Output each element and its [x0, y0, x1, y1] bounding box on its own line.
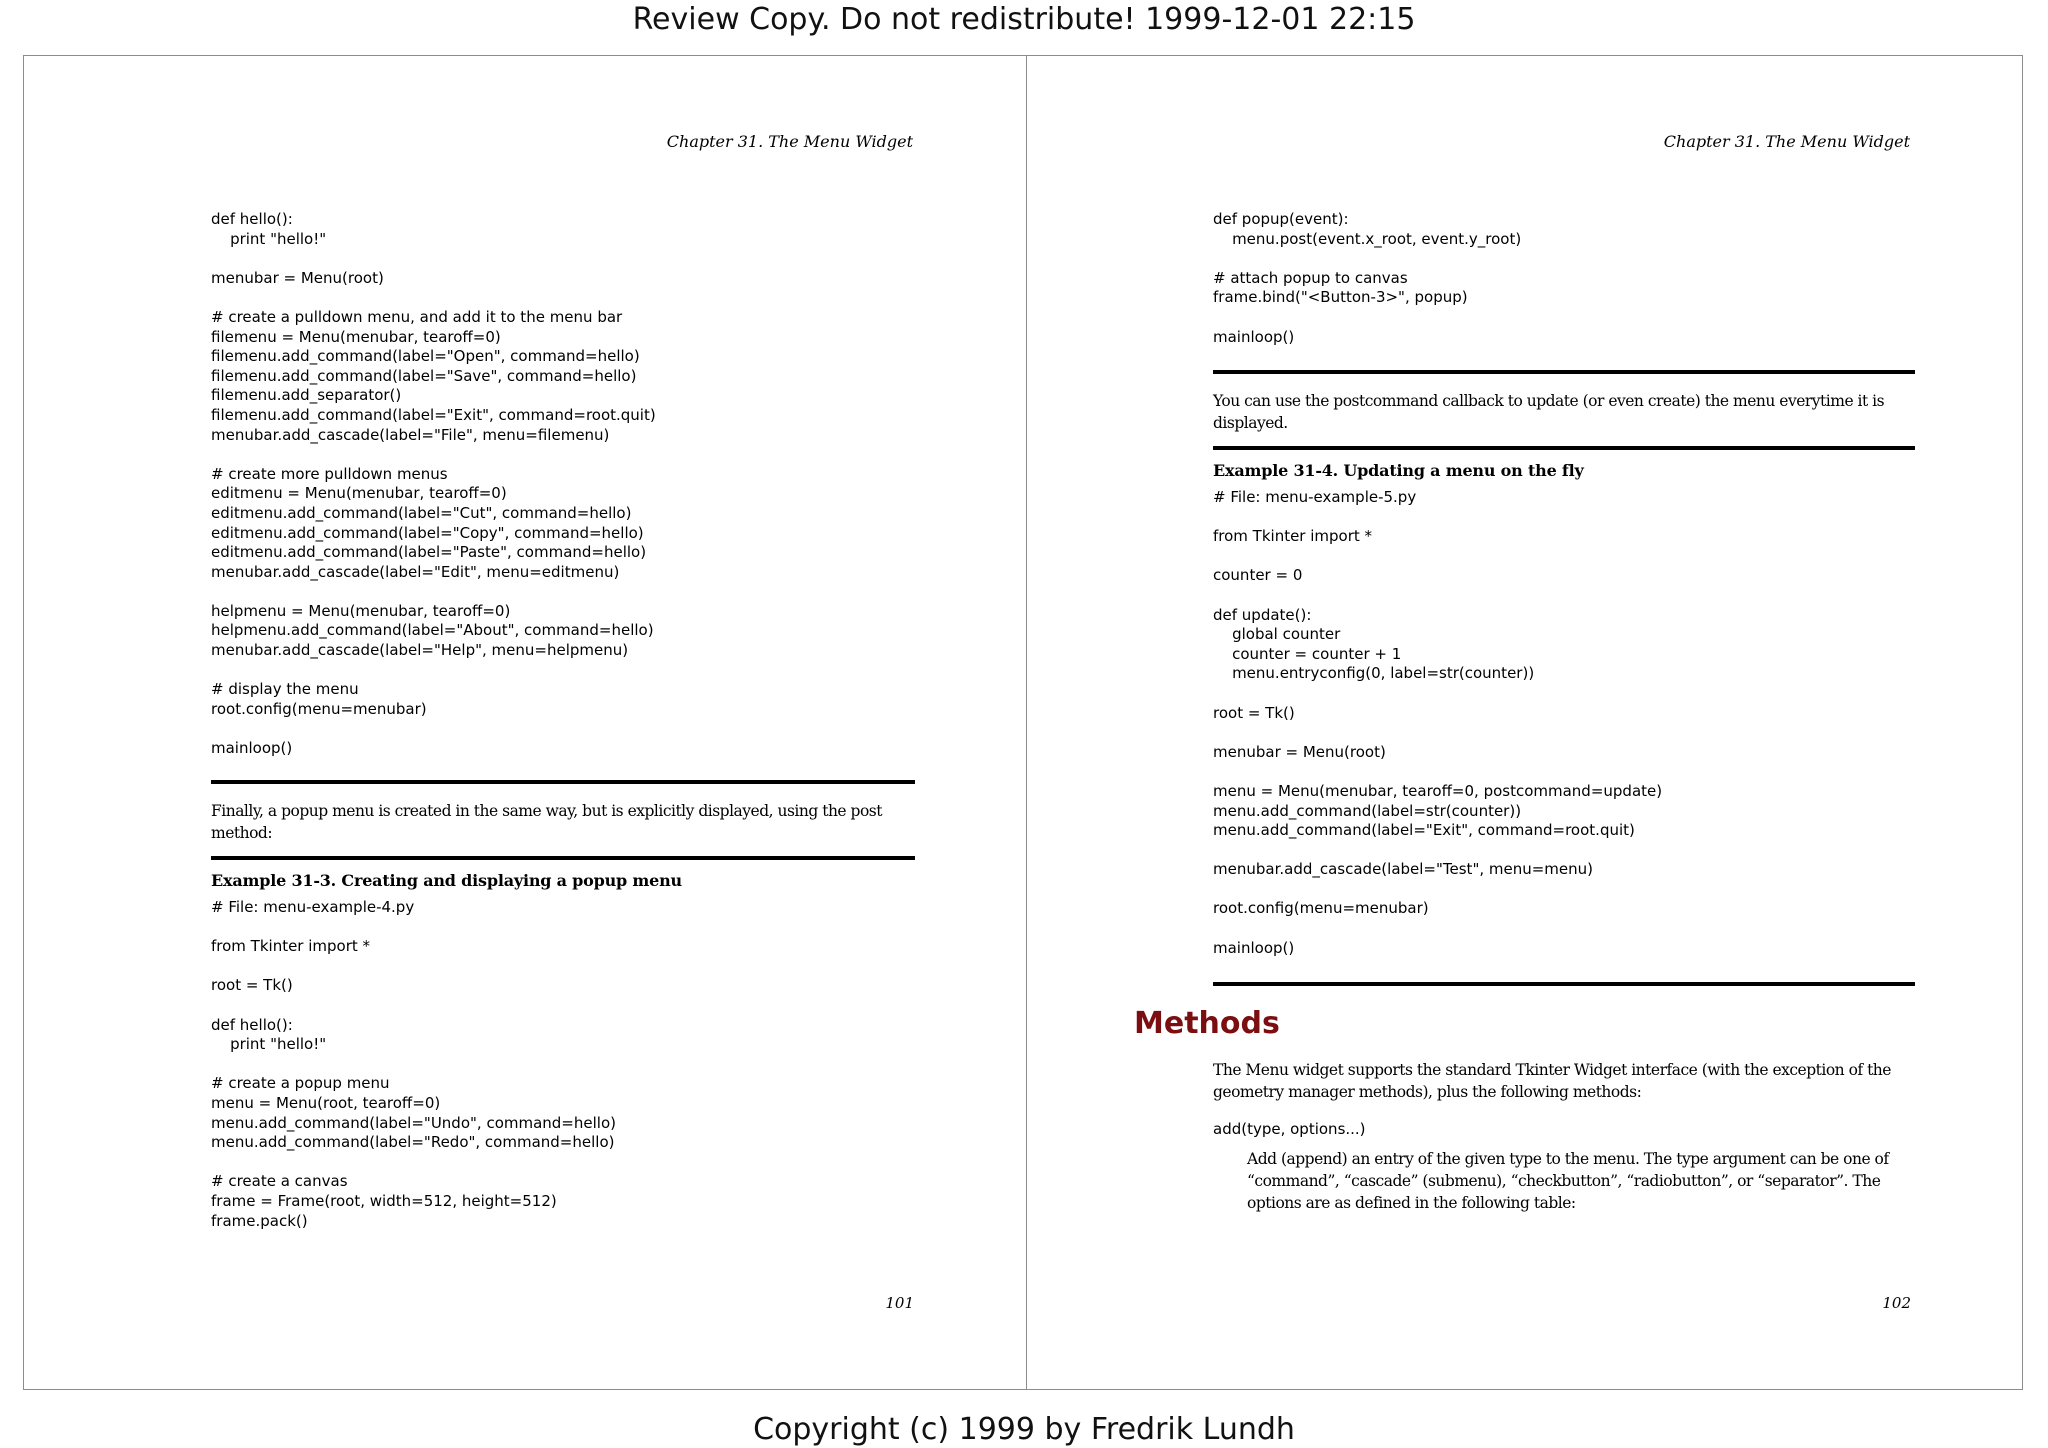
example-title: Example 31-4. Updating a menu on the fly: [1213, 461, 1584, 480]
right-page: [1027, 56, 2023, 1389]
review-copy-banner: Review Copy. Do not redistribute! 1999-12-01 22:15: [632, 2, 1416, 37]
method-signature: add(type, options...): [1213, 1120, 1366, 1138]
example-title: Example 31-3. Creating and displaying a popup menu: [211, 871, 682, 890]
horizontal-rule: [1213, 982, 1915, 986]
left-page: [24, 56, 1026, 1389]
code-listing: def popup(event): menu.post(event.x_root, event.y_root) # attach popup to canvas frame.bind("<Button-3>", popup) mainloop(): [1213, 210, 1522, 346]
copyright-banner: Copyright (c) 1999 by Fredrik Lundh: [753, 1412, 1295, 1447]
method-description: Add (append) an entry of the given type to the menu. The type argument can be one of “command”, “cascade” (submenu), “checkbutton”, “radiobutton”, or “separator”. The options are as defined in the following table:: [1247, 1150, 1889, 1212]
page-number: 101: [885, 1294, 914, 1312]
body-paragraph: Finally, a popup menu is created in the same way, but is explicitly displayed, using the post method:: [211, 802, 882, 842]
code-listing: # File: menu-example-4.py from Tkinter import * root = Tk() def hello(): print "hello!" # create a popup menu menu = Menu(root, tearoff=0) menu.add_command(label="Undo", command=hello) menu.add_command(label="Redo", command=hello) # create a canvas frame = Frame(root, width=512, height=512) frame.pack(): [211, 898, 616, 1230]
running-head: Chapter 31. The Menu Widget: [1663, 132, 1910, 151]
methods-intro: The Menu widget supports the standard Tkinter Widget interface (with the exception of the geometry manager methods), plus the following methods:: [1213, 1061, 1891, 1101]
body-paragraph: You can use the postcommand callback to update (or even create) the menu everytime it is displayed.: [1213, 392, 1885, 432]
running-head: Chapter 31. The Menu Widget: [666, 132, 913, 151]
section-heading: Methods: [1134, 1006, 1280, 1041]
horizontal-rule: [1213, 370, 1915, 374]
code-listing: # File: menu-example-5.py from Tkinter import * counter = 0 def update(): global counter counter = counter + 1 menu.entryconfig(0, label=str(counter)) root = Tk() menubar = Menu(root) menu = Menu(menubar, tearoff=0, postcommand=update) menu.add_command(label=str(counter)) menu.add_command(label="Exit", command=root.quit) menubar.add_cascade(label="Test", menu=menu) root.config(menu=menubar) mainloop(): [1213, 488, 1663, 957]
horizontal-rule: [211, 856, 915, 860]
page-number: 102: [1882, 1294, 1911, 1312]
horizontal-rule: [1213, 446, 1915, 450]
code-listing: def hello(): print "hello!" menubar = Menu(root) # create a pulldown menu, and add it to the menu bar filemenu = Menu(menubar, tearoff=0) filemenu.add_command(label="Open", command=hello) filemenu.add_command(label="Save", command=hello) filemenu.add_separator() filemenu.add_command(label="Exit", command=root.quit) menubar.add_cascade(label="File", menu=filemenu) # create more pulldown menus editmenu = Menu(menubar, tearoff=0) editmenu.add_command(label="Cut", command=hello) editmenu.add_command(label="Copy", command=hello) editmenu.add_command(label="Paste", command=hello) menubar.add_cascade(label="Edit", menu=editmenu) helpmenu = Menu(menubar, tearoff=0) helpmenu.add_command(label="About", command=hello) menubar.add_cascade(label="Help", menu=helpmenu) # display the menu root.config(menu=menubar) mainloop(): [211, 210, 656, 758]
horizontal-rule: [211, 780, 915, 784]
